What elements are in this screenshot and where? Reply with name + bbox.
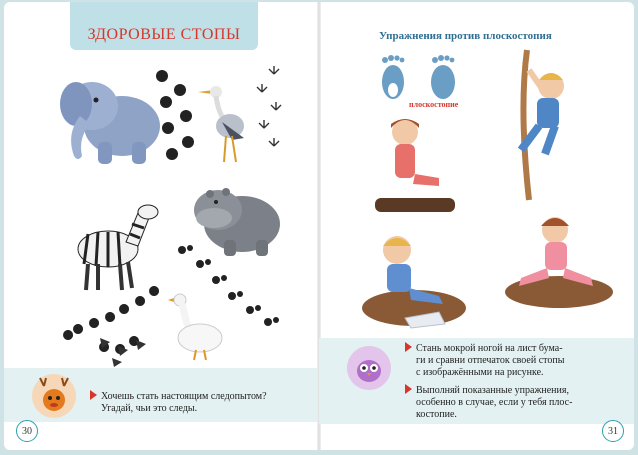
boy-on-rope-illustration [499, 50, 579, 200]
page-number-left: 30 [16, 420, 38, 442]
right-page [319, 2, 634, 450]
bird-tracks [244, 62, 289, 162]
right-caption-1: Стань мокрой ногой на лист бума- ги и сравни отпечаток своей стопы с изображёнными на рисунке. [405, 342, 625, 379]
bullet-triangle-icon [405, 342, 412, 352]
right-caption-2: Выполняй показанные упражнения, особенно в случае, если у тебя плос- костопие. [405, 384, 625, 421]
bullet-triangle-icon [405, 384, 412, 394]
goose-tracks [96, 332, 156, 367]
goose-illustration [168, 288, 228, 363]
boy-sitting-illustration [359, 226, 469, 336]
girl-on-board-illustration [499, 208, 614, 318]
title-tab [70, 2, 258, 50]
bullet-triangle-icon [90, 390, 97, 400]
flatfoot-label: плоскостопие [409, 100, 459, 109]
footprint-icon [379, 54, 407, 100]
page-number-right: 31 [602, 420, 624, 442]
moose-character-icon [32, 374, 76, 418]
heron-illustration [192, 80, 252, 165]
elephant-illustration [54, 74, 164, 169]
page-title: ЗДОРОВЫЕ СТОПЫ [87, 26, 241, 43]
girl-on-log-illustration [369, 114, 459, 224]
owl-character-icon [347, 346, 391, 390]
flatfoot-footprint-icon [429, 54, 457, 100]
book-spread [4, 2, 634, 450]
section-title: Упражнения против плоскостопия [379, 30, 552, 42]
zebra-illustration [68, 194, 163, 294]
left-page [4, 2, 319, 450]
left-caption: Хочешь стать настоящим следопытом? Угадай, чьи это следы. [90, 390, 310, 415]
